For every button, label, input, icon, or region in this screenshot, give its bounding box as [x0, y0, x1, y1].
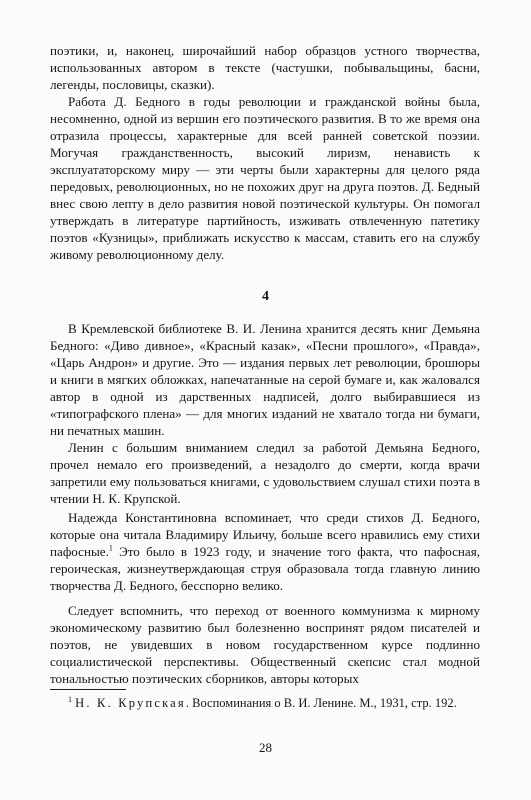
paragraph: [50, 320, 480, 439]
section-text-block: [50, 320, 480, 687]
paragraph: [50, 602, 480, 687]
footnote-text: . Воспоминания о В. И. Ленине. М., 1931, стр. 192.: [185, 696, 457, 710]
footnote-mark: 1: [68, 694, 72, 704]
footnote-reference: 1: [108, 543, 113, 553]
paragraph: [50, 509, 480, 594]
paragraph-text: Надежда Константиновна вспоминает, что среди стихов Д. Бедного, которые она читала Владимиру Ильичу, больше всего нравились ему стихи пафосные.: [50, 510, 480, 559]
top-text-block: [50, 42, 480, 263]
paragraph: поэтики, и, наконец, широчайший набор образцов устного творчества, использованных автором в тексте (частушки, побывальщины, басни, легенды, пословицы, сказки).: [50, 43, 480, 92]
footnote: [50, 695, 480, 712]
page-number: 28: [259, 740, 272, 755]
paragraph-text: Следует вспомнить, что переход от военного коммунизма к мирному экономическому развитию был болезненно воспринят рядом писателей и поэтов, не увидевших в новом государственном курсе подлинно социалистической перспективы. Общественный скепсис стал модной тональностью поэтических сборников, авторы которых: [50, 603, 480, 686]
paragraph-text: В Кремлевской библиотеке В. И. Ленина хранится десять книг Демьяна Бедного: «Диво дивное», «Красный казак», «Песни прошлого», «Правда», «Царь Андрон» и другие. Это — издания первых лет революции, брошюры и книги в мягких обложках, напечатанные на серой бумаге и, как жаловался автор в одной из дарственных надписей, долго выбиравшиеся из «типографского плена» — для многих изданий не хватало тогда ни бумаги, ни печатных машин.: [50, 321, 480, 438]
footnote-author: Н. К. Крупская: [75, 696, 186, 710]
paragraph-text: Ленин с большим вниманием следил за работой Демьяна Бедного, прочел немало его произведений, а незадолго до смерти, когда врачи запретили ему пользоваться книгами, с удовольствием слушал стихи поэта в чтении Н. К. Крупской.: [50, 440, 480, 506]
section-number: 4: [262, 289, 269, 304]
paragraph: Работа Д. Бедного в годы революции и гражданской войны была, несомненно, одной из вершин его поэтического развития. В то же время она отразила процессы, характерные для всей ранней советской поэзии. Могучая гражданственность, высокий лиризм, ненависть к эксплуататорскому миру — эти черты были характерны для целого ряда передовых, революционных, но не похожих друг на друга поэтов. Д. Бедный внес свою лепту в дело развития новой поэтической культуры. Он помогал утверждать в литературе партийность, изживать отвлеченную патетику поэтов «Кузницы», приближать искусство к массам, ставить его на службу живому революционному делу.: [50, 94, 480, 262]
paragraph: [50, 439, 480, 507]
paragraph-text: Это было в 1923 году, и значение того факта, что пафосная, героическая, жизнеутверждающая струя образовала тогда главную линию творчества Д. Бедного, бесспорно велико.: [50, 544, 480, 593]
footnote-divider: [50, 689, 126, 690]
